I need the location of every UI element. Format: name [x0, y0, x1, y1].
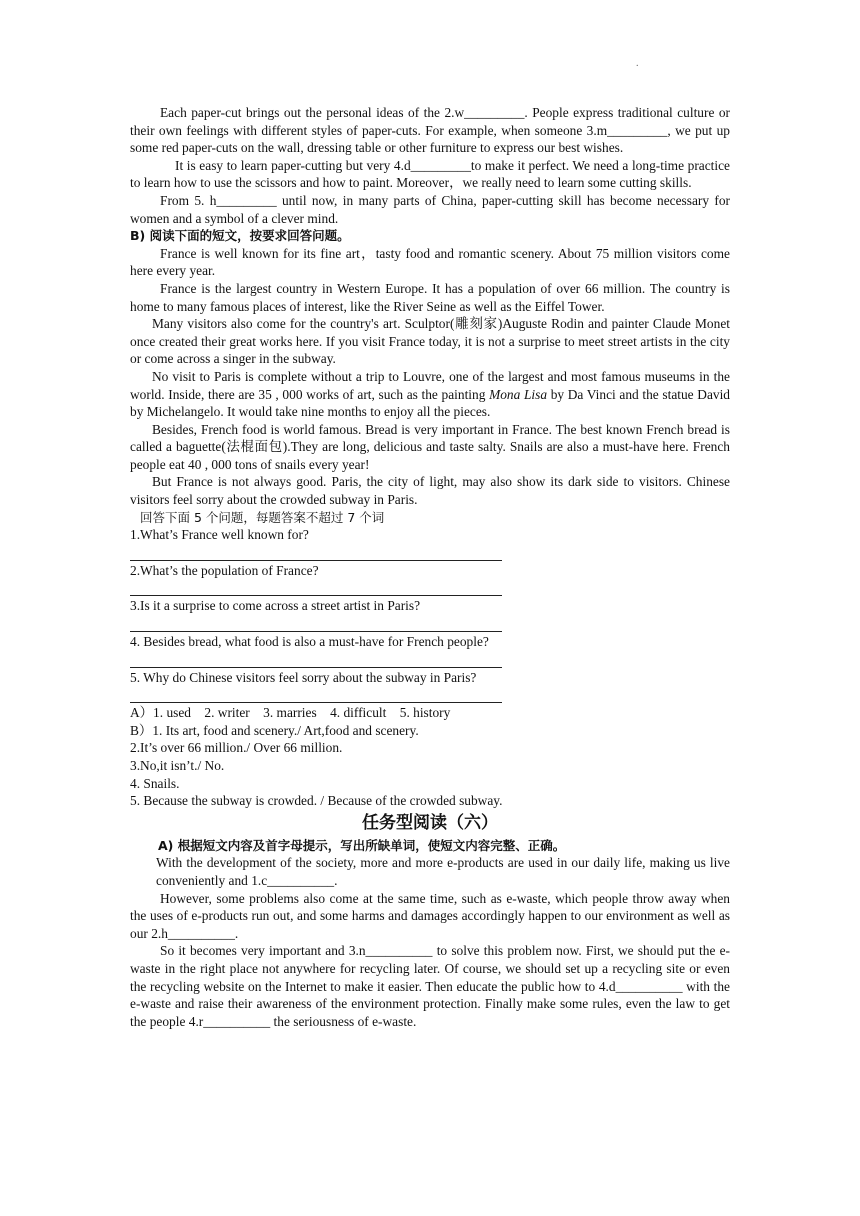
- page-mark: .: [636, 58, 639, 69]
- paragraph-france-5: Besides, French food is world famous. Bread is very important in France. The best known French bread is called a baguette(法棍面包).They are long, delicious and taste salty. Snails are also a must-have here. French people eat 40 , 000 tons of snails every year!: [130, 421, 730, 472]
- paragraph-france-6: But France is not always good. Paris, the city of light, may also show its dark side to visitors. Chinese visitors feel sorry about the crowded subway in Paris.: [130, 474, 730, 508]
- paragraph-france-4-end: by Da Vinci and the statue David by Michelangelo. It would take nine months to enjoy all the pieces.: [130, 386, 731, 420]
- paragraph-france-3: Many visitors also come for the country's art. Sculptor(雕刻家)Auguste Rodin and painter Claude Monet once created their great works here. If you visit France today, it is not a surprise to meet street artists in the city or come across a singer in the subway.: [130, 316, 730, 367]
- paragraph-papercut-3: From 5. h_________ until now, in many parts of China, paper-cutting skill has become necessary for women and a symbol of a clever mind.: [130, 192, 730, 226]
- question-2: 2.What’s the population of France?: [130, 562, 319, 578]
- paragraph-ewaste-2: However, some problems also come at the same time, such as e-waste, which people throw away when the uses of e-products run out, and some harms and damages accordingly happen to our environment as well as our 2.h__________.: [130, 890, 730, 941]
- answers-a: A）1. used 2. writer 3. marries 4. difficult 5. history: [130, 705, 451, 721]
- answer-line-4: [130, 651, 502, 668]
- paragraph-france-2: France is the largest country in Western Europe. It has a population of over 66 million. The country is home to many famous places of interest, like the River Seine as well as the Eiffel Tower.: [130, 280, 730, 314]
- paragraph-papercut-2: It is easy to learn paper-cutting but very 4.d_________to make it perfect. We need a long-time practice to learn how to use the scissors and how to paint. Moreover，we really need to learn some cutting skills.: [130, 157, 730, 191]
- answer-line-3: [130, 615, 502, 632]
- painting-title: Mona Lisa: [489, 386, 548, 402]
- paragraph-france-1: France is well known for its fine art，tasty food and romantic scenery. About 75 million visitors come here every year.: [130, 245, 730, 279]
- answers-b-3: 3.No,it isn’t./ No.: [130, 758, 225, 773]
- answers-b-5: 5. Because the subway is crowded. / Because of the crowded subway.: [130, 793, 503, 809]
- question-4: 4. Besides bread, what food is also a must-have for French people?: [130, 634, 489, 650]
- answers-b-2: 2.It’s over 66 million./ Over 66 million.: [130, 740, 343, 756]
- paragraph-papercut-1: Each paper-cut brings out the personal ideas of the 2.w_________. People express traditional culture or their own feelings with different styles of paper-cuts. For example, when someone 3.m_________, we put up some red paper-cuts on the wall, dressing table or other furniture to express our best wishes.: [130, 105, 730, 156]
- section-b-heading: B) 阅读下面的短文，按要求回答问题。: [130, 228, 350, 244]
- paragraph-ewaste-1: With the development of the society, more and more e-products are used in our daily life, making us live conveniently and 1.c__________.: [156, 855, 730, 888]
- section-title: 任务型阅读（六）: [362, 812, 498, 833]
- question-1: 1.What’s France well known for?: [130, 527, 309, 543]
- answer-line-5: [130, 686, 502, 703]
- paragraph-ewaste-3: So it becomes very important and 3.n__________ to solve this problem now. First, we should put the e-waste in the right place not anywhere for recycling later. Of course, we should set up a recycling site or even the recycling website on the Internet to make it easier. Then educate the public how to 4.d__________ with the e-waste and raise their awareness of the environment protection. Finally make some rules, even the law to get the people 4.r__________ the seriousness of e-waste.: [130, 943, 730, 1029]
- question-3: 3.Is it a surprise to come across a street artist in Paris?: [130, 598, 421, 614]
- answers-b-4: 4. Snails.: [130, 775, 180, 791]
- answers-b-1: B）1. Its art, food and scenery./ Art,food and scenery.: [130, 722, 419, 738]
- answer-line-1: [130, 544, 502, 561]
- question-5: 5. Why do Chinese visitors feel sorry about the subway in Paris?: [130, 669, 477, 685]
- paragraph-france-4: [130, 368, 730, 421]
- answer-line-2: [130, 579, 502, 596]
- section-a-heading: A) 根据短文内容及首字母提示，写出所缺单词，使短文内容完整、正确。: [158, 837, 566, 853]
- document-page: [130, 104, 730, 1030]
- questions-instruction: 回答下面 5 个问题，每题答案不超过 7 个词: [140, 509, 385, 525]
- paragraph-france-4-start: No visit to Paris is complete without a trip to Louvre, one of the largest and most famous museums in the world. Inside, there are 35 , 000 works of art, such as the painting: [130, 368, 730, 402]
